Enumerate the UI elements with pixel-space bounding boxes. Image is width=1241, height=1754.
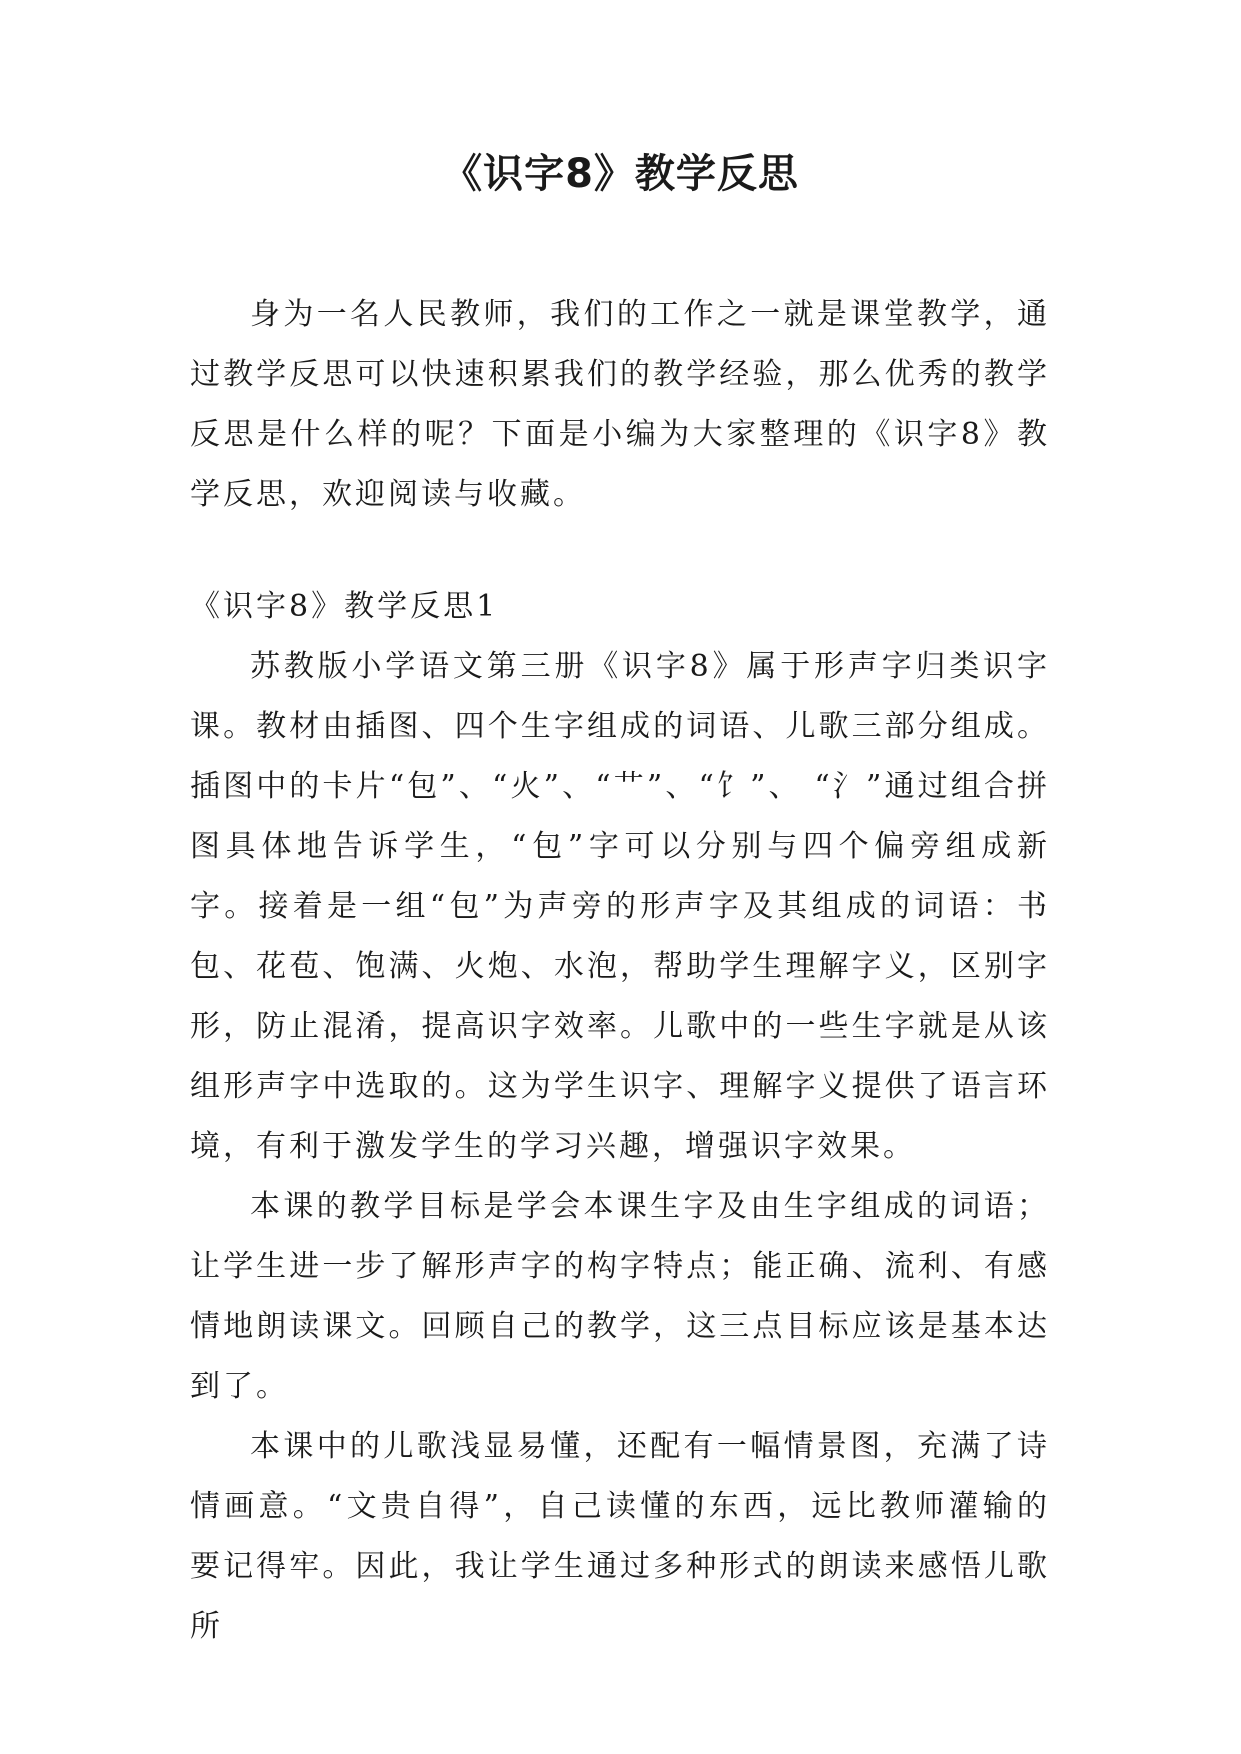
intro-paragraph: 身为一名人民教师，我们的工作之一就是课堂教学，通过教学反思可以快速积累我们的教学经验，那么优秀的教学反思是什么样的呢？下面是小编为大家整理的《识字8》教学反思，欢迎阅读与收藏。: [190, 297, 1050, 512]
body-paragraph-3: 本课中的儿歌浅显易懂，还配有一幅情景图，充满了诗情画意。“文贵自得”，自己读懂的东西，远比教师灌输的要记得牢。因此，我让学生通过多种形式的朗读来感悟儿歌所: [190, 1429, 1050, 1644]
document-body: [190, 285, 1050, 1657]
document-title: 《识字8》教学反思: [442, 151, 799, 197]
section-heading: 《识字8》教学反思1: [190, 589, 499, 624]
body-paragraph-2: 本课的教学目标是学会本课生字及由生字组成的词语；让学生进一步了解形声字的构字特点；能正确、流利、有感情地朗读课文。回顾自己的教学，这三点目标应该是基本达到了。: [190, 1189, 1050, 1404]
body-paragraph-1: 苏教版小学语文第三册《识字8》属于形声字归类识字课。教材由插图、四个生字组成的词语、儿歌三部分组成。插图中的卡片“包”、“火”、“艹”、“饣”、 “氵”通过组合拼图具体地告诉学生，“包”字可以分别与四个偏旁组成新字。接着是一组“包”为声旁的形声字及其组成的词语：书包、花苞、饱满、火炮、水泡，帮助学生理解字义，区别字形，防止混淆，提高识字效率。儿歌中的一些生字就是从该组形声字中选取的。这为学生识字、理解字义提供了语言环境，有利于激发学生的学习兴趣，增强识字效果。: [190, 649, 1050, 1164]
